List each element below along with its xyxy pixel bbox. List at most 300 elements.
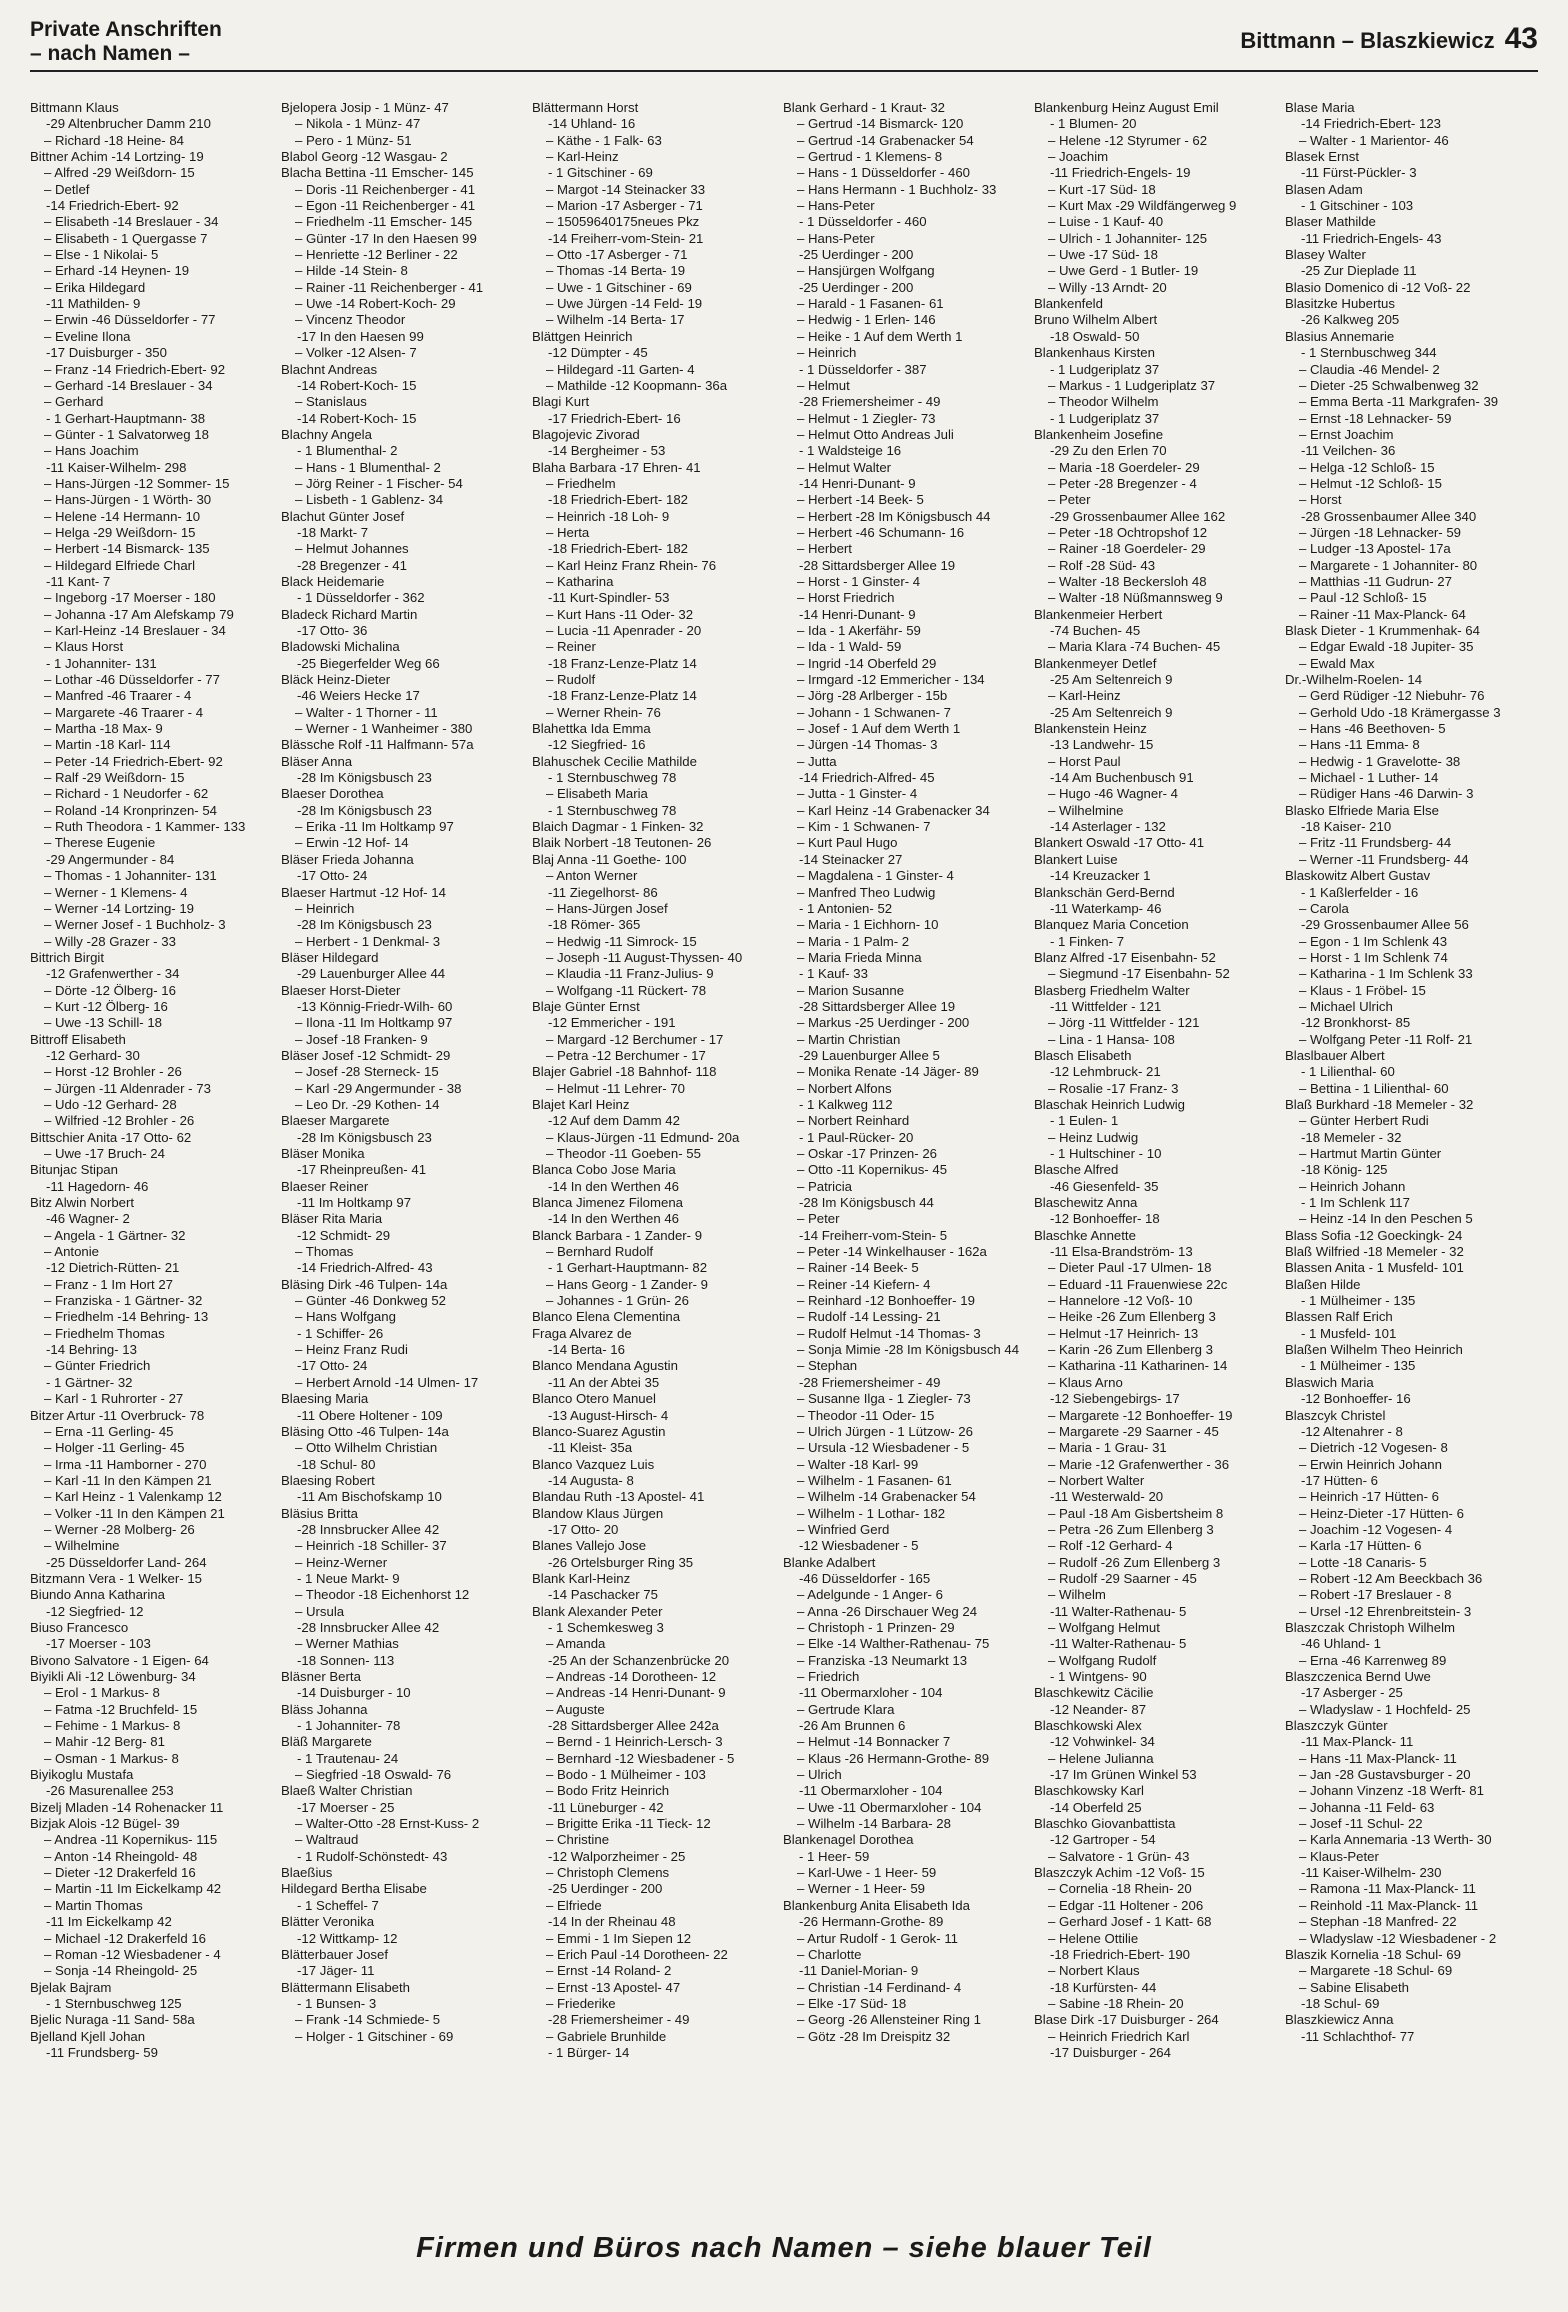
directory-entry: Blagojevic Zivorad: [532, 426, 640, 442]
directory-entry: -14 Freiherr-vom-Stein- 5: [799, 1227, 948, 1243]
directory-entry: Blacha Bettina -11 Emscher- 145: [281, 165, 474, 181]
directory-entry: -14 Uhland- 16: [548, 116, 636, 132]
directory-entry: - 1 Mülheimer - 135: [1301, 1358, 1416, 1374]
directory-entry: Bläser Frieda Johanna: [281, 851, 414, 867]
directory-entry: – Helene -14 Hermann- 10: [44, 508, 201, 524]
directory-entry: Blaeser Dorothea: [281, 786, 384, 802]
directory-entry: – Georg -26 Allensteiner Ring 1: [797, 2012, 981, 2028]
directory-entry: – Johanna -17 Am Alefskamp 79: [44, 606, 234, 622]
directory-entry: – Günter -17 In den Haesen 99: [295, 230, 477, 246]
directory-entry: – Margot -14 Steinacker 33: [546, 181, 706, 197]
directory-entry: – Ralf -29 Weißdorn- 15: [44, 770, 185, 786]
directory-entry: – Ursula: [295, 1603, 345, 1619]
directory-entry: Bittroff Elisabeth: [30, 1031, 126, 1047]
directory-entry: Blase Maria: [1285, 100, 1355, 115]
directory-entry: – Katharina - 1 Im Schlenk 33: [1299, 966, 1473, 982]
directory-entry: -17 Moerser - 25: [297, 1799, 395, 1815]
directory-entry: -11 Friedrich-Engels- 19: [1050, 165, 1191, 181]
directory-entry: -14 In der Rheinau 48: [548, 1914, 676, 1930]
directory-entry: – Gertrud - 1 Klemens- 8: [797, 149, 943, 165]
directory-entry: – Gertrude Klara: [797, 1701, 895, 1717]
directory-entry: - 1 Im Schlenk 117: [1301, 1195, 1410, 1211]
directory-entry: – Claudia -46 Mendel- 2: [1299, 361, 1440, 377]
directory-entry: – Hans-Peter: [797, 198, 875, 214]
directory-entry: – Margard -12 Berchumer - 17: [546, 1031, 724, 1047]
directory-entry: - 1 Hultschiner - 10: [1050, 1146, 1162, 1161]
page-number: 43: [1504, 22, 1538, 55]
directory-entry: – Artur Rudolf - 1 Gerok- 11: [797, 1930, 959, 1946]
directory-entry: – Günter Friedrich: [44, 1358, 151, 1374]
directory-entry: – Klaus-Jürgen -11 Edmund- 20a: [546, 1129, 740, 1145]
directory-entry: – Elisabeth - 1 Quergasse 7: [44, 230, 208, 246]
directory-entry: – Horst Friedrich: [797, 590, 895, 606]
directory-entry: – Amanda: [546, 1636, 606, 1652]
directory-entry: – Dieter -25 Schwalbenweg 32: [1299, 377, 1479, 393]
directory-entry: – Horst - 1 Im Schlenk 74: [1299, 949, 1448, 965]
directory-entry: Blaschkewitz Cäcilie: [1034, 1685, 1154, 1701]
directory-entry: -14 Am Buchenbusch 91: [1050, 770, 1194, 786]
directory-entry: -11 Im Eickelkamp 42: [46, 1914, 172, 1930]
directory-entry: Blasius Annemarie: [1285, 328, 1395, 344]
directory-entry: -28 Sittardsberger Allee 19: [799, 998, 956, 1014]
directory-entry: -11 Walter-Rathenau- 5: [1050, 1603, 1187, 1619]
directory-entry: – Ernst -18 Lehnacker- 59: [1299, 410, 1452, 426]
directory-entry: – Herbert -14 Beek- 5: [797, 492, 924, 508]
directory-entry: -18 Franz-Lenze-Platz 14: [548, 688, 697, 704]
directory-entry: – Patricia: [797, 1178, 852, 1194]
column-4: [783, 100, 1034, 2220]
directory-entry: – Markus - 1 Ludgeriplatz 37: [1048, 377, 1216, 393]
directory-entry: - 1 Neue Markt- 9: [297, 1570, 400, 1586]
directory-entry: -17 Duisburger - 264: [1050, 2044, 1171, 2060]
directory-entry: – Ulrich Jürgen - 1 Lützow- 26: [797, 1423, 973, 1439]
directory-entry: – Wladyslaw -12 Wiesbadener - 2: [1299, 1930, 1497, 1946]
directory-entry: -12 Neander- 87: [1050, 1701, 1147, 1717]
directory-entry: – Theodor -11 Oder- 15: [797, 1407, 935, 1423]
directory-entry: – Robert -12 Am Beeckbach 36: [1299, 1570, 1483, 1586]
directory-entry: -18 Oswald- 50: [1050, 328, 1140, 344]
directory-entry: – Holger - 1 Gitschiner - 69: [295, 2028, 454, 2044]
directory-entry: – Andrea -11 Kopernikus- 115: [44, 1832, 218, 1848]
directory-entry: - 1 Kauf- 33: [799, 966, 868, 982]
directory-entry: Hildegard Bertha Elisabe: [281, 1881, 427, 1897]
directory-entry: – Ingrid -14 Oberfeld 29: [797, 655, 937, 671]
directory-entry: Bitz Alwin Norbert: [30, 1195, 135, 1211]
header-right: [1240, 22, 1538, 56]
directory-entry: -12 Gerhard- 30: [46, 1047, 140, 1063]
directory-entry: – Peter: [797, 1211, 840, 1227]
directory-entry: – Ida - 1 Wald- 59: [797, 639, 902, 655]
directory-entry: – Therese Eugenie: [44, 835, 156, 851]
directory-entry: – Elke -14 Walther-Rathenau- 75: [797, 1636, 990, 1652]
directory-entry: Blaszkiewicz Anna: [1285, 2012, 1394, 2028]
directory-entry: Blaschak Heinrich Ludwig: [1034, 1096, 1185, 1112]
directory-entry: Bitzer Artur -11 Overbruck- 78: [30, 1407, 205, 1423]
directory-entry: – Bernhard -12 Wiesbadener - 5: [546, 1750, 735, 1766]
directory-entry: Blachnt Andreas: [281, 361, 378, 377]
directory-entry: – Kurt Paul Hugo: [797, 835, 898, 851]
directory-entry: – Bodo - 1 Mülheimer - 103: [546, 1767, 706, 1783]
directory-entry: -12 Dümpter - 45: [548, 345, 648, 361]
directory-entry: Blankenburg Heinz August Emil: [1034, 100, 1219, 115]
directory-entry: – Walter -18 Nüßmannsweg 9: [1048, 590, 1223, 606]
directory-entry: – Volker -11 In den Kämpen 21: [44, 1505, 225, 1521]
directory-entry: – Helmut Johannes: [295, 541, 409, 557]
directory-entry: Bläss Johanna: [281, 1701, 368, 1717]
directory-entry: – Egon - 1 Im Schlenk 43: [1299, 933, 1448, 949]
directory-entry: -14 Bergheimer - 53: [548, 443, 666, 459]
directory-entry: Biyikoglu Mustafa: [30, 1767, 134, 1783]
directory-entry: – Jutta - 1 Ginster- 4: [797, 786, 918, 802]
directory-entry: – Helga -29 Weißdorn- 15: [44, 524, 196, 540]
directory-entry: – Erol - 1 Markus- 8: [44, 1685, 160, 1701]
directory-entry: Blankenhaus Kirsten: [1034, 345, 1155, 361]
directory-entry: – Erwin Heinrich Johann: [1299, 1456, 1442, 1472]
directory-entry: Blask Dieter - 1 Krummenhak- 64: [1285, 623, 1480, 638]
directory-entry: -28 Sittardsberger Allee 19: [799, 557, 956, 573]
directory-entry: -17 Im Grünen Winkel 53: [1050, 1767, 1197, 1783]
directory-entry: -25 Uerdinger - 200: [548, 1881, 663, 1897]
directory-entry: -12 Emmericher - 191: [548, 1015, 676, 1031]
directory-entry: - 1 Gerhart-Hauptmann- 82: [548, 1260, 708, 1276]
directory-entry: – Klaus - 1 Fröbel- 15: [1299, 982, 1426, 998]
directory-entry: – Martin -18 Karl- 114: [44, 737, 171, 753]
directory-entry: Blaser Mathilde: [1285, 214, 1376, 230]
directory-entry: – Reinhard -12 Bonhoeffer- 19: [797, 1293, 975, 1309]
directory-entry: – Monika Renate -14 Jäger- 89: [797, 1064, 979, 1080]
directory-entry: -11 Max-Planck- 11: [1301, 1734, 1414, 1750]
directory-entry: Bivono Salvatore - 1 Eigen- 64: [30, 1652, 209, 1668]
directory-entry: - 1 Sternbuschweg 78: [548, 802, 677, 818]
directory-entry: -18 Sonnen- 113: [297, 1652, 395, 1668]
directory-entry: Blasey Walter: [1285, 247, 1366, 263]
directory-entry: Blaj Anna -11 Goethe- 100: [532, 851, 687, 867]
directory-entry: Blaß Burkhard -18 Memeler - 32: [1285, 1096, 1474, 1112]
directory-entry: – Ludger -13 Apostel- 17a: [1299, 541, 1451, 557]
directory-entry: – Werner - 1 Heer- 59: [797, 1881, 926, 1897]
directory-entry: -28 Friemersheimer - 49: [548, 2012, 690, 2028]
directory-entry: – Herta: [546, 524, 590, 540]
directory-entry: – Maria Klara -74 Buchen- 45: [1048, 639, 1221, 655]
directory-entry: – Irma -11 Hamborner - 270: [44, 1456, 207, 1472]
directory-entry: - 1 Sternbuschweg 78: [548, 770, 677, 786]
directory-entry: – Hans Georg - 1 Zander- 9: [546, 1276, 708, 1292]
directory-entry: – Ingeborg -17 Moerser - 180: [44, 590, 216, 606]
directory-entry: -17 Moerser - 103: [46, 1636, 151, 1652]
directory-entry: – Helmut: [797, 377, 850, 393]
directory-entry: – Wolfgang Rudolf: [1048, 1652, 1157, 1668]
directory-entry: – Mahir -12 Berg- 81: [44, 1734, 165, 1750]
directory-entry: - 1 Trautenau- 24: [297, 1750, 399, 1766]
directory-entry: -14 Robert-Koch- 15: [297, 377, 417, 393]
directory-entry: - 1 Finken- 7: [1050, 933, 1125, 949]
directory-entry: – Wilhelmine: [1048, 802, 1124, 818]
directory-entry: -11 Obermarxloher - 104: [799, 1783, 943, 1799]
directory-entry: -13 Könnig-Friedr-Wilh- 60: [297, 998, 453, 1014]
directory-entry: Blassen Anita - 1 Musfeld- 101: [1285, 1260, 1464, 1276]
directory-entry: Blanca Cobo Jose Maria: [532, 1162, 676, 1178]
directory-entry: Blajer Gabriel -18 Bahnhof- 118: [532, 1064, 717, 1080]
directory-entry: – Walter -18 Beckersloh 48: [1048, 573, 1207, 589]
directory-entry: -11 An der Abtei 35: [548, 1374, 660, 1390]
directory-entry: – Hans -11 Max-Planck- 11: [1299, 1750, 1457, 1766]
directory-entry: – Markus -25 Uerdinger - 200: [797, 1015, 970, 1031]
directory-entry: Blättgen Heinrich: [532, 328, 633, 344]
directory-entry: – Hans Joachim: [44, 443, 139, 459]
directory-entry: Biyikli Ali -12 Löwenburg- 34: [30, 1669, 196, 1684]
directory-entry: – Ramona -11 Max-Planck- 11: [1299, 1881, 1476, 1897]
directory-entry: – Maria - 1 Grau- 31: [1048, 1440, 1167, 1456]
directory-entry: – 15059640175neues Pkz: [546, 214, 700, 230]
directory-entry: Blaslbauer Albert: [1285, 1047, 1385, 1063]
header-subtitle: – nach Namen –: [30, 42, 190, 65]
directory-entry: – Gerhard Josef - 1 Katt- 68: [1048, 1914, 1212, 1930]
directory-entry: Blankert Oswald -17 Otto- 41: [1034, 835, 1205, 851]
directory-entry: -14 Paschacker 75: [548, 1587, 658, 1603]
directory-entry: Bjelland Kjell Johan: [30, 2028, 146, 2044]
directory-entry: – Karl - 1 Ruhrorter - 27: [44, 1391, 184, 1407]
directory-entry: – Fehime - 1 Markus- 8: [44, 1718, 181, 1734]
directory-entry: – Rolf -12 Gerhard- 4: [1048, 1538, 1173, 1554]
directory-entry: – Karl Heinz -14 Grabenacker 34: [797, 802, 990, 818]
directory-entry: – Erika -11 Im Holtkamp 97: [295, 819, 454, 835]
directory-entry: Blank Alexander Peter: [532, 1603, 663, 1619]
directory-entry: – Herbert - 1 Denkmal- 3: [295, 933, 441, 949]
directory-entry: – Horst -12 Brohler - 26: [44, 1064, 182, 1080]
name-range: Bittmann – Blaszkiewicz: [1240, 28, 1495, 53]
directory-entry: -12 Bonhoeffer- 18: [1050, 1211, 1160, 1227]
directory-entry: – Norbert Reinhard: [797, 1113, 910, 1129]
directory-entry: – Werner Josef - 1 Buchholz- 3: [44, 917, 226, 933]
directory-entry: – Theodor -18 Eichenhorst 12: [295, 1587, 470, 1603]
directory-entry: Blaik Norbert -18 Teutonen- 26: [532, 835, 712, 851]
directory-entry: – Martin Christian: [797, 1031, 901, 1047]
directory-entry: - 1 Sternbuschweg 125: [46, 1995, 182, 2011]
directory-entry: – Ernst -14 Roland- 2: [546, 1963, 672, 1979]
directory-entry: – Josef -11 Schul- 22: [1299, 1816, 1423, 1832]
directory-entry: – Reiner: [546, 639, 596, 655]
directory-entry: – Willy -13 Arndt- 20: [1048, 279, 1167, 295]
directory-entry: – Paul -18 Am Gisbertsheim 8: [1048, 1505, 1224, 1521]
directory-entry: Blässche Rolf -11 Halfmann- 57a: [281, 737, 474, 753]
directory-entry: – Winfried Gerd: [797, 1521, 890, 1537]
directory-entry: – Jörg -28 Arlberger - 15b: [797, 688, 948, 704]
directory-entry: – Hartmut Martin Günter: [1299, 1146, 1442, 1161]
directory-entry: Blahettka Ida Emma: [532, 721, 651, 737]
directory-entry: – Wilfried -12 Brohler - 26: [44, 1113, 195, 1129]
page-header: [30, 18, 1538, 72]
directory-entry: – Gerd Rüdiger -12 Niebuhr- 76: [1299, 688, 1485, 704]
directory-entry: Blaeser Horst-Dieter: [281, 982, 401, 998]
directory-entry: – Herbert -28 Im Königsbusch 44: [797, 508, 991, 524]
directory-entry: -28 Im Königsbusch 23: [297, 802, 432, 818]
directory-entry: -29 Altenbrucher Damm 210: [46, 116, 211, 132]
directory-entry: – Gabriele Brunhilde: [546, 2028, 667, 2044]
directory-entry: -17 Hütten- 6: [1301, 1472, 1378, 1488]
directory-entry: – Wolfgang Peter -11 Rolf- 21: [1299, 1031, 1473, 1047]
directory-entry: – Martin -11 Im Eickelkamp 42: [44, 1881, 222, 1897]
directory-entry: – Kurt Max -29 Wildfängerweg 9: [1048, 198, 1237, 214]
directory-entry: – Ernst -13 Apostel- 47: [546, 1979, 681, 1995]
directory-entry: -28 Friemersheimer - 49: [799, 394, 941, 410]
directory-entry: -26 Am Brunnen 6: [799, 1718, 906, 1734]
directory-entry: – Peter -14 Winkelhauser - 162a: [797, 1244, 987, 1260]
directory-entry: Blaßen Hilde: [1285, 1276, 1361, 1292]
directory-entry: -11 Daniel-Morian- 9: [799, 1963, 919, 1979]
directory-entry: – Martin Thomas: [44, 1897, 143, 1913]
directory-entry: Blankenmeyer Detlef: [1034, 655, 1157, 671]
directory-entry: -17 Friedrich-Ebert- 16: [548, 410, 681, 426]
directory-entry: – Katharina -11 Katharinen- 14: [1048, 1358, 1228, 1374]
directory-entry: - 1 Bürger- 14: [548, 2044, 630, 2060]
directory-entry: – Matthias -11 Gudrun- 27: [1299, 573, 1452, 589]
directory-entry: -12 Siebengebirgs- 17: [1050, 1391, 1180, 1407]
directory-entry: – Helmut Otto Andreas Juli: [797, 426, 954, 442]
directory-entry: -18 Friedrich-Ebert- 182: [548, 492, 688, 508]
directory-entry: – Otto Wilhelm Christian: [295, 1440, 438, 1456]
directory-entry: – Kim - 1 Schwanen- 7: [797, 819, 931, 835]
directory-entry: Blagi Kurt: [532, 394, 590, 410]
directory-entry: Bläsing Dirk -46 Tulpen- 14a: [281, 1276, 448, 1292]
directory-entry: – Peter -18 Ochtropshof 12: [1048, 524, 1208, 540]
directory-entry: – Margarete -46 Traarer - 4: [44, 704, 204, 720]
directory-entry: -12 Bronkhorst- 85: [1301, 1015, 1411, 1031]
directory-entry: – Erich Paul -14 Dorotheen- 22: [546, 1946, 728, 1962]
directory-entry: – Josef -28 Sterneck- 15: [295, 1064, 439, 1080]
directory-entry: – Hans-Jürgen -12 Sommer- 15: [44, 475, 230, 491]
directory-entry: -46 Düsseldorfer - 165: [799, 1570, 931, 1586]
directory-entry: -18 Friedrich-Ebert- 182: [548, 541, 688, 557]
directory-entry: -46 Wagner- 2: [46, 1211, 130, 1227]
directory-entry: Blättermann Elisabeth: [281, 1979, 411, 1995]
directory-entry: – Erhard -14 Heynen- 19: [44, 263, 190, 279]
directory-entry: – Hans-Jürgen Josef: [546, 900, 668, 916]
directory-entry: – Walter - 1 Thorner - 11: [295, 704, 438, 720]
directory-entry: – Kurt Hans -11 Oder- 32: [546, 606, 694, 622]
directory-entry: Bläser Hildegard: [281, 949, 379, 965]
directory-entry: -28 Grossenbaumer Allee 340: [1301, 508, 1477, 524]
directory-entry: – Karla Annemaria -13 Werth- 30: [1299, 1832, 1492, 1848]
directory-entry: – Reinhold -11 Max-Planck- 11: [1299, 1897, 1479, 1913]
directory-entry: – Heinrich: [295, 900, 355, 916]
directory-entry: -26 Masurenallee 253: [46, 1783, 174, 1799]
directory-entry: Blaszcyk Christel: [1285, 1407, 1386, 1423]
directory-entry: – Götz -28 Im Dreispitz 32: [797, 2028, 951, 2044]
directory-columns: [30, 100, 1538, 2220]
directory-entry: – Salvatore - 1 Grün- 43: [1048, 1848, 1190, 1864]
directory-entry: -11 Kaiser-Wilhelm- 298: [46, 459, 187, 475]
directory-entry: – Rainer -11 Reichenberger - 41: [295, 279, 484, 295]
directory-entry: – Heinrich Johann: [1299, 1178, 1406, 1194]
directory-entry: – Ida - 1 Akerfähr- 59: [797, 623, 921, 638]
directory-entry: - 1 Blumen- 20: [1050, 116, 1137, 132]
directory-entry: – Sonja -14 Rheingold- 25: [44, 1963, 198, 1979]
directory-entry: -12 Schmidt- 29: [297, 1227, 391, 1243]
directory-entry: – Heinz Franz Rudi: [295, 1342, 408, 1358]
directory-entry: – Heinrich -17 Hütten- 6: [1299, 1489, 1440, 1505]
directory-entry: – Jan -28 Gustavsburger - 20: [1299, 1767, 1471, 1783]
directory-entry: – Günter Herbert Rudi: [1299, 1113, 1429, 1129]
directory-entry: -11 Lüneburger - 42: [548, 1799, 664, 1815]
directory-entry: – Uwe -13 Schill- 18: [44, 1015, 163, 1031]
directory-entry: – Marie -12 Grafenwerther - 36: [1048, 1456, 1230, 1472]
directory-entry: – Ulrich - 1 Johanniter- 125: [1048, 230, 1208, 246]
directory-entry: – Alfred -29 Weißdorn- 15: [44, 165, 195, 181]
directory-entry: – Helga -12 Schloß- 15: [1299, 459, 1435, 475]
directory-entry: Blajet Karl Heinz: [532, 1096, 630, 1112]
directory-entry: – Helmut - 1 Ziegler- 73: [797, 410, 936, 426]
directory-entry: -11 Schlachthof- 77: [1301, 2028, 1415, 2044]
directory-entry: – Martha -18 Max- 9: [44, 721, 163, 737]
directory-entry: Blankenmeier Herbert: [1034, 606, 1163, 622]
directory-entry: Blankschän Gerd-Bernd: [1034, 884, 1175, 900]
directory-entry: – Hugo -46 Wagner- 4: [1048, 786, 1178, 802]
directory-entry: Blandow Klaus Jürgen: [532, 1505, 664, 1521]
directory-entry: -12 Auf dem Damm 42: [548, 1113, 680, 1129]
directory-entry: -11 Kant- 7: [46, 573, 111, 589]
directory-entry: -12 Altenahrer - 8: [1301, 1423, 1403, 1439]
directory-entry: – Norbert Klaus: [1048, 1963, 1140, 1979]
directory-entry: Bjelopera Josip - 1 Münz- 47: [281, 100, 449, 115]
directory-entry: -11 Fürst-Pückler- 3: [1301, 165, 1417, 181]
directory-entry: -11 Walter-Rathenau- 5: [1050, 1636, 1187, 1652]
directory-entry: Blanco-Suarez Agustin: [532, 1423, 666, 1439]
directory-entry: Blankert Luise: [1034, 851, 1118, 867]
directory-entry: – Friederike: [546, 1995, 616, 2011]
directory-entry: – Uwe Jürgen -14 Feld- 19: [546, 296, 703, 312]
directory-entry: – Walter - 1 Marientor- 46: [1299, 132, 1449, 148]
directory-entry: – Leo Dr. -29 Kothen- 14: [295, 1096, 440, 1112]
directory-entry: -25 Uerdinger - 200: [799, 247, 914, 263]
directory-entry: – Dieter Paul -17 Ulmen- 18: [1048, 1260, 1212, 1276]
directory-entry: - 1 Ludgeriplatz 37: [1050, 410, 1160, 426]
directory-entry: Blanco Otero Manuel: [532, 1391, 656, 1407]
directory-entry: -12 Grafenwerther - 34: [46, 966, 180, 982]
directory-entry: -14 Augusta- 8: [548, 1472, 634, 1488]
directory-entry: Fraga Alvarez de: [532, 1325, 632, 1341]
directory-entry: -11 Kleist- 35a: [548, 1440, 633, 1456]
directory-entry: – Osman - 1 Markus- 8: [44, 1750, 179, 1766]
directory-entry: – Peter: [1048, 492, 1091, 508]
directory-entry: – Helmut -11 Lehrer- 70: [546, 1080, 686, 1096]
directory-entry: -17 Jäger- 11: [297, 1963, 375, 1979]
directory-entry: -13 August-Hirsch- 4: [548, 1407, 669, 1423]
directory-entry: -14 Henri-Dunant- 9: [799, 475, 916, 491]
directory-entry: – Holger -11 Gerling- 45: [44, 1440, 185, 1456]
directory-entry: – Otto -11 Kopernikus- 45: [797, 1162, 948, 1178]
header-left: [30, 18, 222, 66]
directory-entry: – Erwin -46 Düsseldorfer - 77: [44, 312, 216, 328]
directory-entry: -26 Hermann-Grothe- 89: [799, 1914, 944, 1930]
directory-entry: -12 Lehmbruck- 21: [1050, 1064, 1161, 1080]
directory-entry: -11 Hagedorn- 46: [46, 1178, 149, 1194]
directory-entry: Blahuschek Cecilie Mathilde: [532, 753, 697, 769]
directory-entry: Blaesing Maria: [281, 1391, 369, 1407]
directory-entry: Bitzmann Vera - 1 Welker- 15: [30, 1570, 202, 1586]
directory-entry: – Robert -17 Breslauer - 8: [1299, 1587, 1452, 1603]
directory-entry: – Susanne Ilga - 1 Ziegler- 73: [797, 1391, 971, 1407]
directory-entry: – Klaus Horst: [44, 639, 124, 655]
directory-entry: Blanck Barbara - 1 Zander- 9: [532, 1227, 703, 1243]
directory-entry: – Peter -14 Friedrich-Ebert- 92: [44, 753, 223, 769]
directory-entry: – Franziska -13 Neumarkt 13: [797, 1652, 968, 1668]
directory-entry: – Hans -46 Beethoven- 5: [1299, 721, 1446, 737]
directory-entry: -74 Buchen- 45: [1050, 623, 1141, 638]
directory-entry: -11 Mathilden- 9: [46, 296, 141, 312]
directory-entry: -11 Kaiser-Wilhelm- 230: [1301, 1865, 1442, 1881]
directory-entry: - 1 Blumenthal- 2: [297, 443, 398, 459]
directory-entry: – Christoph Clemens: [546, 1865, 670, 1881]
